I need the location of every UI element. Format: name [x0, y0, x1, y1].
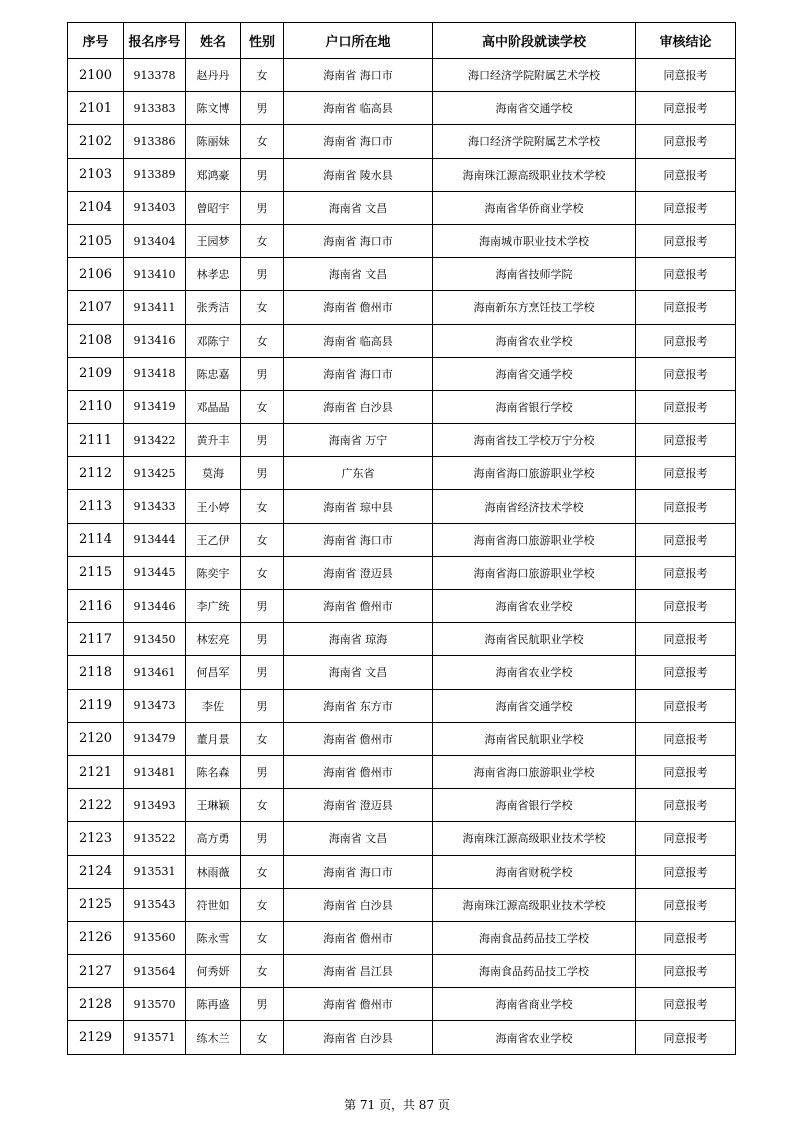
table-row — [68, 390, 736, 423]
cell-school: 海南食品药品技工学校 — [433, 955, 636, 988]
cell-gender: 女 — [241, 224, 284, 257]
cell-gender: 男 — [241, 92, 284, 125]
cell-hukou: 海南省 文昌 — [284, 191, 433, 224]
table-row — [68, 523, 736, 556]
cell-gender: 女 — [241, 390, 284, 423]
table-row — [68, 457, 736, 490]
cell-seq: 2122 — [68, 789, 124, 822]
cell-name: 王琳颖 — [186, 789, 241, 822]
table-row — [68, 125, 736, 158]
table-row — [68, 921, 736, 954]
cell-result: 同意报考 — [636, 888, 736, 921]
cell-result: 同意报考 — [636, 722, 736, 755]
cell-name: 何秀妍 — [186, 955, 241, 988]
cell-reg-no: 913531 — [124, 855, 186, 888]
table-row — [68, 988, 736, 1021]
table-row — [68, 324, 736, 357]
cell-hukou: 海南省 儋州市 — [284, 921, 433, 954]
table-row — [68, 158, 736, 191]
cell-seq: 2101 — [68, 92, 124, 125]
cell-gender: 男 — [241, 357, 284, 390]
cell-name: 陈奕宇 — [186, 556, 241, 589]
cell-reg-no: 913418 — [124, 357, 186, 390]
cell-name: 林雨薇 — [186, 855, 241, 888]
cell-hukou: 海南省 儋州市 — [284, 291, 433, 324]
cell-school: 海南省交通学校 — [433, 357, 636, 390]
cell-result: 同意报考 — [636, 324, 736, 357]
cell-name: 邓晶晶 — [186, 390, 241, 423]
cell-hukou: 海南省 临高县 — [284, 324, 433, 357]
cell-seq: 2121 — [68, 755, 124, 788]
cell-gender: 女 — [241, 921, 284, 954]
cell-reg-no: 913570 — [124, 988, 186, 1021]
table-row — [68, 955, 736, 988]
table-row — [68, 556, 736, 589]
cell-name: 赵丹丹 — [186, 59, 241, 92]
table-row — [68, 424, 736, 457]
cell-school: 海南城市职业技术学校 — [433, 224, 636, 257]
table-row — [68, 822, 736, 855]
cell-school: 海口经济学院附属艺术学校 — [433, 125, 636, 158]
cell-name: 王乙伊 — [186, 523, 241, 556]
cell-name: 张秀洁 — [186, 291, 241, 324]
cell-hukou: 海南省 海口市 — [284, 357, 433, 390]
cell-hukou: 海南省 东方市 — [284, 689, 433, 722]
cell-school: 海南省海口旅游职业学校 — [433, 457, 636, 490]
cell-gender: 男 — [241, 988, 284, 1021]
cell-school: 海南新东方烹饪技工学校 — [433, 291, 636, 324]
cell-reg-no: 913461 — [124, 656, 186, 689]
cell-reg-no: 913522 — [124, 822, 186, 855]
cell-name: 陈再盛 — [186, 988, 241, 1021]
table-row — [68, 357, 736, 390]
cell-gender: 男 — [241, 258, 284, 291]
cell-seq: 2128 — [68, 988, 124, 1021]
table-row — [68, 689, 736, 722]
cell-reg-no: 913411 — [124, 291, 186, 324]
cell-seq: 2104 — [68, 191, 124, 224]
cell-seq: 2107 — [68, 291, 124, 324]
cell-name: 林孝忠 — [186, 258, 241, 291]
cell-result: 同意报考 — [636, 955, 736, 988]
cell-result: 同意报考 — [636, 258, 736, 291]
table-row — [68, 888, 736, 921]
cell-result: 同意报考 — [636, 921, 736, 954]
cell-school: 海南省技工学校万宁分校 — [433, 424, 636, 457]
cell-school: 海南珠江源高级职业技术学校 — [433, 888, 636, 921]
cell-gender: 女 — [241, 888, 284, 921]
cell-name: 陈永雪 — [186, 921, 241, 954]
cell-reg-no: 913543 — [124, 888, 186, 921]
cell-result: 同意报考 — [636, 390, 736, 423]
table-row — [68, 191, 736, 224]
header-result: 审核结论 — [636, 23, 736, 59]
cell-seq: 2129 — [68, 1021, 124, 1054]
cell-school: 海南省交通学校 — [433, 92, 636, 125]
cell-reg-no: 913386 — [124, 125, 186, 158]
cell-gender: 男 — [241, 191, 284, 224]
table-row — [68, 291, 736, 324]
cell-school: 海南省农业学校 — [433, 590, 636, 623]
header-hukou: 户口所在地 — [284, 23, 433, 59]
cell-seq: 2100 — [68, 59, 124, 92]
cell-school: 海南省商业学校 — [433, 988, 636, 1021]
cell-hukou: 海南省 海口市 — [284, 59, 433, 92]
cell-hukou: 海南省 海口市 — [284, 224, 433, 257]
cell-result: 同意报考 — [636, 523, 736, 556]
cell-hukou: 海南省 万宁 — [284, 424, 433, 457]
table-header-row — [68, 23, 736, 59]
cell-reg-no: 913493 — [124, 789, 186, 822]
cell-reg-no: 913419 — [124, 390, 186, 423]
cell-school: 海南省农业学校 — [433, 656, 636, 689]
cell-name: 郑鸿豪 — [186, 158, 241, 191]
cell-reg-no: 913571 — [124, 1021, 186, 1054]
cell-hukou: 海南省 琼中县 — [284, 490, 433, 523]
cell-reg-no: 913378 — [124, 59, 186, 92]
cell-reg-no: 913445 — [124, 556, 186, 589]
cell-result: 同意报考 — [636, 125, 736, 158]
table-row — [68, 224, 736, 257]
cell-seq: 2108 — [68, 324, 124, 357]
table-row — [68, 789, 736, 822]
cell-name: 何昌军 — [186, 656, 241, 689]
cell-hukou: 海南省 儋州市 — [284, 988, 433, 1021]
cell-name: 王园梦 — [186, 224, 241, 257]
table-row — [68, 1021, 736, 1054]
cell-gender: 女 — [241, 490, 284, 523]
cell-name: 王小婷 — [186, 490, 241, 523]
cell-result: 同意报考 — [636, 656, 736, 689]
cell-seq: 2118 — [68, 656, 124, 689]
cell-gender: 女 — [241, 722, 284, 755]
cell-reg-no: 913422 — [124, 424, 186, 457]
cell-name: 邓陈宁 — [186, 324, 241, 357]
cell-school: 海南省海口旅游职业学校 — [433, 523, 636, 556]
header-gender: 性别 — [241, 23, 284, 59]
cell-reg-no: 913403 — [124, 191, 186, 224]
cell-result: 同意报考 — [636, 988, 736, 1021]
cell-result: 同意报考 — [636, 755, 736, 788]
cell-seq: 2114 — [68, 523, 124, 556]
cell-reg-no: 913433 — [124, 490, 186, 523]
cell-reg-no: 913560 — [124, 921, 186, 954]
cell-seq: 2126 — [68, 921, 124, 954]
cell-name: 陈文博 — [186, 92, 241, 125]
cell-gender: 男 — [241, 623, 284, 656]
table-row — [68, 490, 736, 523]
header-seq: 序号 — [68, 23, 124, 59]
cell-gender: 女 — [241, 955, 284, 988]
cell-result: 同意报考 — [636, 556, 736, 589]
cell-school: 海南省民航职业学校 — [433, 623, 636, 656]
cell-hukou: 海南省 琼海 — [284, 623, 433, 656]
cell-result: 同意报考 — [636, 1021, 736, 1054]
cell-seq: 2116 — [68, 590, 124, 623]
cell-reg-no: 913425 — [124, 457, 186, 490]
cell-reg-no: 913446 — [124, 590, 186, 623]
cell-seq: 2111 — [68, 424, 124, 457]
cell-hukou: 海南省 陵水县 — [284, 158, 433, 191]
cell-hukou: 海南省 儋州市 — [284, 590, 433, 623]
cell-school: 海南省民航职业学校 — [433, 722, 636, 755]
cell-gender: 女 — [241, 789, 284, 822]
cell-reg-no: 913410 — [124, 258, 186, 291]
cell-reg-no: 913450 — [124, 623, 186, 656]
cell-name: 练木兰 — [186, 1021, 241, 1054]
cell-hukou: 海南省 白沙县 — [284, 1021, 433, 1054]
cell-hukou: 海南省 文昌 — [284, 258, 433, 291]
cell-gender: 男 — [241, 689, 284, 722]
cell-hukou: 海南省 海口市 — [284, 523, 433, 556]
table-row — [68, 258, 736, 291]
cell-result: 同意报考 — [636, 92, 736, 125]
cell-name: 李广统 — [186, 590, 241, 623]
cell-seq: 2117 — [68, 623, 124, 656]
table-row — [68, 590, 736, 623]
cell-name: 陈忠嘉 — [186, 357, 241, 390]
cell-seq: 2103 — [68, 158, 124, 191]
cell-reg-no: 913473 — [124, 689, 186, 722]
cell-name: 莫海 — [186, 457, 241, 490]
cell-result: 同意报考 — [636, 191, 736, 224]
cell-school: 海南省技师学院 — [433, 258, 636, 291]
cell-seq: 2127 — [68, 955, 124, 988]
cell-result: 同意报考 — [636, 789, 736, 822]
cell-name: 曾昭宇 — [186, 191, 241, 224]
cell-school: 海南食品药品技工学校 — [433, 921, 636, 954]
header-reg-no: 报名序号 — [124, 23, 186, 59]
cell-name: 高方勇 — [186, 822, 241, 855]
cell-seq: 2105 — [68, 224, 124, 257]
table-row — [68, 722, 736, 755]
cell-result: 同意报考 — [636, 424, 736, 457]
cell-reg-no: 913564 — [124, 955, 186, 988]
cell-gender: 女 — [241, 1021, 284, 1054]
cell-gender: 男 — [241, 590, 284, 623]
cell-reg-no: 913479 — [124, 722, 186, 755]
cell-name: 林宏亮 — [186, 623, 241, 656]
cell-school: 海南珠江源高级职业技术学校 — [433, 822, 636, 855]
cell-gender: 女 — [241, 855, 284, 888]
header-school: 高中阶段就读学校 — [433, 23, 636, 59]
cell-gender: 男 — [241, 158, 284, 191]
cell-gender: 男 — [241, 656, 284, 689]
table-row — [68, 855, 736, 888]
cell-reg-no: 913383 — [124, 92, 186, 125]
table-row — [68, 656, 736, 689]
cell-hukou: 海南省 海口市 — [284, 125, 433, 158]
cell-hukou: 海南省 临高县 — [284, 92, 433, 125]
cell-result: 同意报考 — [636, 59, 736, 92]
cell-hukou: 海南省 澄迈县 — [284, 789, 433, 822]
page-footer: 第 71 页，共 87 页 — [344, 1098, 450, 1112]
cell-result: 同意报考 — [636, 158, 736, 191]
cell-name: 李佐 — [186, 689, 241, 722]
cell-school: 海南省财税学校 — [433, 855, 636, 888]
cell-gender: 男 — [241, 755, 284, 788]
cell-reg-no: 913389 — [124, 158, 186, 191]
cell-hukou: 广东省 — [284, 457, 433, 490]
cell-hukou: 海南省 儋州市 — [284, 755, 433, 788]
cell-hukou: 海南省 儋州市 — [284, 722, 433, 755]
cell-gender: 女 — [241, 125, 284, 158]
cell-result: 同意报考 — [636, 291, 736, 324]
cell-result: 同意报考 — [636, 822, 736, 855]
cell-name: 黄升丰 — [186, 424, 241, 457]
table-row — [68, 59, 736, 92]
cell-name: 符世如 — [186, 888, 241, 921]
cell-seq: 2106 — [68, 258, 124, 291]
cell-gender: 男 — [241, 822, 284, 855]
cell-school: 海南省交通学校 — [433, 689, 636, 722]
table-row — [68, 623, 736, 656]
cell-seq: 2119 — [68, 689, 124, 722]
cell-gender: 女 — [241, 59, 284, 92]
header-name: 姓名 — [186, 23, 241, 59]
cell-hukou: 海南省 昌江县 — [284, 955, 433, 988]
cell-gender: 女 — [241, 291, 284, 324]
cell-name: 董月景 — [186, 722, 241, 755]
cell-school: 海南省海口旅游职业学校 — [433, 755, 636, 788]
cell-school: 海南省银行学校 — [433, 390, 636, 423]
cell-school: 海南省银行学校 — [433, 789, 636, 822]
cell-seq: 2113 — [68, 490, 124, 523]
cell-hukou: 海南省 文昌 — [284, 822, 433, 855]
cell-reg-no: 913481 — [124, 755, 186, 788]
cell-result: 同意报考 — [636, 689, 736, 722]
cell-gender: 女 — [241, 324, 284, 357]
cell-hukou: 海南省 白沙县 — [284, 390, 433, 423]
cell-result: 同意报考 — [636, 357, 736, 390]
cell-reg-no: 913404 — [124, 224, 186, 257]
cell-seq: 2112 — [68, 457, 124, 490]
cell-seq: 2110 — [68, 390, 124, 423]
applicant-table — [67, 22, 736, 1055]
cell-gender: 男 — [241, 457, 284, 490]
cell-school: 海南珠江源高级职业技术学校 — [433, 158, 636, 191]
cell-school: 海口经济学院附属艺术学校 — [433, 59, 636, 92]
cell-result: 同意报考 — [636, 623, 736, 656]
cell-reg-no: 913444 — [124, 523, 186, 556]
cell-hukou: 海南省 白沙县 — [284, 888, 433, 921]
cell-seq: 2124 — [68, 855, 124, 888]
cell-seq: 2109 — [68, 357, 124, 390]
cell-result: 同意报考 — [636, 490, 736, 523]
cell-seq: 2125 — [68, 888, 124, 921]
cell-seq: 2115 — [68, 556, 124, 589]
table-row — [68, 755, 736, 788]
cell-hukou: 海南省 海口市 — [284, 855, 433, 888]
cell-hukou: 海南省 文昌 — [284, 656, 433, 689]
cell-school: 海南省经济技术学校 — [433, 490, 636, 523]
cell-gender: 女 — [241, 523, 284, 556]
cell-school: 海南省华侨商业学校 — [433, 191, 636, 224]
cell-result: 同意报考 — [636, 855, 736, 888]
table-row — [68, 92, 736, 125]
cell-reg-no: 913416 — [124, 324, 186, 357]
cell-name: 陈名森 — [186, 755, 241, 788]
cell-school: 海南省海口旅游职业学校 — [433, 556, 636, 589]
cell-result: 同意报考 — [636, 457, 736, 490]
cell-seq: 2102 — [68, 125, 124, 158]
cell-result: 同意报考 — [636, 224, 736, 257]
cell-seq: 2123 — [68, 822, 124, 855]
cell-result: 同意报考 — [636, 590, 736, 623]
cell-gender: 女 — [241, 556, 284, 589]
cell-school: 海南省农业学校 — [433, 324, 636, 357]
cell-seq: 2120 — [68, 722, 124, 755]
cell-school: 海南省农业学校 — [433, 1021, 636, 1054]
cell-hukou: 海南省 澄迈县 — [284, 556, 433, 589]
table-body — [68, 59, 736, 1055]
cell-gender: 男 — [241, 424, 284, 457]
cell-name: 陈丽妹 — [186, 125, 241, 158]
